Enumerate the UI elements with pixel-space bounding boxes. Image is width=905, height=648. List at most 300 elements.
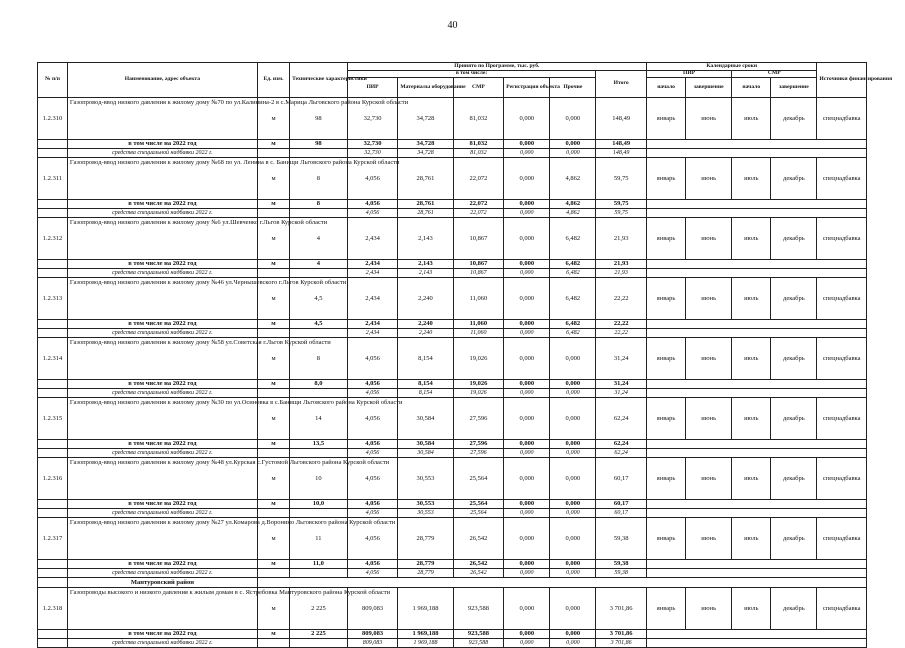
registration-cell: 0,000 xyxy=(504,389,550,398)
special-fund-label: средства специальной надбавки 2022 г. xyxy=(67,209,257,218)
materials-cell: 8,154 xyxy=(398,380,453,389)
smr-end-cell: декабрь xyxy=(771,588,817,630)
item-number: 1.2.318 xyxy=(38,588,68,630)
total-cell: 59,75 xyxy=(596,158,647,200)
smr-cell: 11,060 xyxy=(453,329,504,338)
smr-cell: 81,032 xyxy=(453,98,504,140)
region-empty xyxy=(257,578,866,588)
unit-cell: м xyxy=(257,588,289,630)
other-cell: 0,000 xyxy=(550,338,596,380)
object-name: Газопроводы высокого и низкого давления к жилым домам в с. Ястребовка Мантуровского района Курской области xyxy=(67,588,257,630)
registration-cell: 0,000 xyxy=(504,278,550,320)
object-name: Газопровод-ввод низкого давления к жилому дому №6 ул.Шевченко г.Льгов Курской области xyxy=(67,218,257,260)
other-cell: 0,000 xyxy=(550,630,596,639)
pir-cell: 4,056 xyxy=(347,338,398,380)
header-cal-pir: ПИР xyxy=(647,71,732,78)
source-cell: спецнадбавка xyxy=(817,588,867,630)
other-cell: 0,000 xyxy=(550,98,596,140)
pir-end-cell: июнь xyxy=(686,278,732,320)
special-fund-row xyxy=(38,389,867,398)
total-cell: 59,75 xyxy=(596,209,647,218)
special-fund-label: средства специальной надбавки 2022 г. xyxy=(67,449,257,458)
materials-cell: 28,779 xyxy=(398,560,453,569)
other-cell: 0,000 xyxy=(550,569,596,578)
materials-cell: 28,761 xyxy=(398,158,453,200)
table-row xyxy=(38,398,867,440)
other-cell: 0,000 xyxy=(550,509,596,518)
empty-cell xyxy=(38,578,68,588)
calendar-empty xyxy=(647,380,867,389)
smr-cell: 27,596 xyxy=(453,440,504,449)
materials-cell: 28,779 xyxy=(398,518,453,560)
smr-cell: 10,867 xyxy=(453,260,504,269)
tech-empty xyxy=(290,329,348,338)
object-name: Газопровод-ввод низкого давления к жилому дому №46 ул.Чернышевского г.Льгов Курской области xyxy=(67,278,257,320)
subtotal-label: в том числе на 2022 год xyxy=(67,500,257,509)
other-cell: 6,482 xyxy=(550,320,596,329)
calendar-empty xyxy=(647,320,867,329)
unit-empty xyxy=(257,569,289,578)
smr-cell: 81,032 xyxy=(453,140,504,149)
table-row xyxy=(38,588,867,630)
header-total: Итого xyxy=(596,71,647,98)
registration-cell: 0,000 xyxy=(504,500,550,509)
subtotal-row xyxy=(38,260,867,269)
pir-start-cell: январь xyxy=(647,338,686,380)
unit-cell: м xyxy=(257,338,289,380)
item-number: 1.2.314 xyxy=(38,338,68,380)
materials-cell: 2,240 xyxy=(398,329,453,338)
tech-cell: 4,5 xyxy=(290,320,348,329)
unit-cell: м xyxy=(257,630,289,639)
pir-start-cell: январь xyxy=(647,458,686,500)
header-unit: Ед. изм. xyxy=(257,63,289,98)
pir-cell: 2,434 xyxy=(347,269,398,278)
smr-start-cell: июль xyxy=(732,518,771,560)
header-program: Принято по Программе, тыс. руб. xyxy=(347,63,646,71)
calendar-empty xyxy=(647,569,867,578)
subtotal-row xyxy=(38,140,867,149)
materials-cell: 30,584 xyxy=(398,440,453,449)
header-pir: ПИР xyxy=(347,78,398,98)
unit-cell: м xyxy=(257,320,289,329)
empty-cell xyxy=(38,500,68,509)
pir-cell: 2,434 xyxy=(347,218,398,260)
calendar-empty xyxy=(647,149,867,158)
header-calendar: Календарные сроки xyxy=(647,63,817,71)
special-fund-label: средства специальной надбавки 2022 г. xyxy=(67,389,257,398)
other-cell: 0,000 xyxy=(550,500,596,509)
source-cell: спецнадбавка xyxy=(817,338,867,380)
item-number: 1.2.311 xyxy=(38,158,68,200)
pir-cell: 2,434 xyxy=(347,278,398,320)
subtotal-label: в том числе на 2022 год xyxy=(67,560,257,569)
smr-end-cell: декабрь xyxy=(771,98,817,140)
item-number: 1.2.312 xyxy=(38,218,68,260)
pir-start-cell: январь xyxy=(647,158,686,200)
tech-cell: 4 xyxy=(290,218,348,260)
special-fund-row xyxy=(38,449,867,458)
empty-cell xyxy=(38,380,68,389)
materials-cell: 30,584 xyxy=(398,398,453,440)
materials-cell: 30,584 xyxy=(398,449,453,458)
total-cell: 22,22 xyxy=(596,329,647,338)
smr-start-cell: июль xyxy=(732,398,771,440)
smr-cell: 27,596 xyxy=(453,398,504,440)
materials-cell: 28,761 xyxy=(398,200,453,209)
special-fund-row xyxy=(38,149,867,158)
other-cell: 0,000 xyxy=(550,518,596,560)
smr-cell: 19,026 xyxy=(453,380,504,389)
smr-cell: 10,867 xyxy=(453,218,504,260)
tech-cell: 13,5 xyxy=(290,440,348,449)
pir-cell: 4,056 xyxy=(347,458,398,500)
unit-cell: м xyxy=(257,440,289,449)
pir-cell: 32,730 xyxy=(347,140,398,149)
calendar-empty xyxy=(647,560,867,569)
subtotal-row xyxy=(38,200,867,209)
header-other: Прочие xyxy=(550,78,596,98)
special-fund-row xyxy=(38,639,867,648)
smr-cell: 25,564 xyxy=(453,509,504,518)
pir-cell: 4,056 xyxy=(347,518,398,560)
table-body xyxy=(38,98,867,648)
pir-start-cell: январь xyxy=(647,218,686,260)
pir-cell: 2,434 xyxy=(347,329,398,338)
pir-cell: 2,434 xyxy=(347,260,398,269)
other-cell: 4,862 xyxy=(550,209,596,218)
item-number: 1.2.313 xyxy=(38,278,68,320)
total-cell: 21,93 xyxy=(596,269,647,278)
pir-end-cell: июнь xyxy=(686,218,732,260)
smr-cell: 11,060 xyxy=(453,320,504,329)
program-table xyxy=(37,62,893,648)
registration-cell: 0,000 xyxy=(504,518,550,560)
pir-start-cell: январь xyxy=(647,588,686,630)
header-tech: Технические характеристики xyxy=(290,63,348,98)
other-cell: 0,000 xyxy=(550,639,596,648)
empty-cell xyxy=(38,389,68,398)
materials-cell: 1 969,188 xyxy=(398,588,453,630)
registration-cell: 0,000 xyxy=(504,338,550,380)
tech-cell: 8,0 xyxy=(290,380,348,389)
pir-cell: 32,730 xyxy=(347,98,398,140)
subtotal-row xyxy=(38,500,867,509)
empty-cell xyxy=(38,320,68,329)
other-cell: 0,000 xyxy=(550,398,596,440)
smr-end-cell: декабрь xyxy=(771,218,817,260)
tech-cell: 4 xyxy=(290,260,348,269)
item-number: 1.2.317 xyxy=(38,518,68,560)
item-number: 1.2.316 xyxy=(38,458,68,500)
object-name: Газопровод-ввод низкого давления к жилому дому №27 ул.Комарова д.Воронино Льговского района Курской области xyxy=(67,518,257,560)
registration-cell: 0,000 xyxy=(504,158,550,200)
empty-cell xyxy=(38,149,68,158)
materials-cell: 34,728 xyxy=(398,149,453,158)
unit-empty xyxy=(257,269,289,278)
header-pir-start: начало xyxy=(647,78,686,98)
registration-cell: 0,000 xyxy=(504,569,550,578)
empty-cell xyxy=(38,140,68,149)
registration-cell: 0,000 xyxy=(504,630,550,639)
source-cell: спецнадбавка xyxy=(817,458,867,500)
materials-cell: 2,143 xyxy=(398,260,453,269)
region-label: Мантуровский район xyxy=(67,578,257,588)
materials-cell: 30,553 xyxy=(398,500,453,509)
materials-cell: 30,553 xyxy=(398,458,453,500)
registration-cell: 0,000 xyxy=(504,320,550,329)
object-name: Газопровод-ввод низкого давления к жилому дому №68 по ул. Ленина в с. Банищи Льговского района Курской области xyxy=(67,158,257,200)
table-row xyxy=(38,338,867,380)
total-cell: 148,49 xyxy=(596,149,647,158)
registration-cell: 0,000 xyxy=(504,560,550,569)
pir-cell: 4,056 xyxy=(347,380,398,389)
pir-end-cell: июнь xyxy=(686,588,732,630)
materials-cell: 8,154 xyxy=(398,338,453,380)
subtotal-label: в том числе на 2022 год xyxy=(67,260,257,269)
calendar-empty xyxy=(647,500,867,509)
calendar-empty xyxy=(647,440,867,449)
unit-empty xyxy=(257,329,289,338)
unit-empty xyxy=(257,509,289,518)
unit-cell: м xyxy=(257,260,289,269)
source-cell: спецнадбавка xyxy=(817,398,867,440)
calendar-empty xyxy=(647,509,867,518)
materials-cell: 1 969,188 xyxy=(398,630,453,639)
materials-cell: 8,154 xyxy=(398,389,453,398)
total-cell: 31,24 xyxy=(596,389,647,398)
header-smr: СМР xyxy=(453,78,504,98)
table-row xyxy=(38,98,867,140)
tech-empty xyxy=(290,509,348,518)
tech-empty xyxy=(290,149,348,158)
page-number: 40 xyxy=(447,20,458,31)
registration-cell: 0,000 xyxy=(504,269,550,278)
registration-cell: 0,000 xyxy=(504,639,550,648)
empty-cell xyxy=(38,639,68,648)
tech-cell: 4,5 xyxy=(290,278,348,320)
pir-cell: 4,056 xyxy=(347,200,398,209)
object-name: Газопровод-ввод низкого давления к жилому дому №58 ул.Советская г.Льгов Курской области xyxy=(67,338,257,380)
other-cell: 0,000 xyxy=(550,380,596,389)
pir-cell: 809,083 xyxy=(347,630,398,639)
pir-cell: 4,056 xyxy=(347,209,398,218)
pir-end-cell: июнь xyxy=(686,398,732,440)
other-cell: 6,482 xyxy=(550,329,596,338)
region-row xyxy=(38,578,867,588)
registration-cell: 0,000 xyxy=(504,509,550,518)
smr-start-cell: июль xyxy=(732,98,771,140)
materials-cell: 2,240 xyxy=(398,320,453,329)
unit-cell: м xyxy=(257,158,289,200)
registration-cell: 0,000 xyxy=(504,449,550,458)
tech-cell: 8 xyxy=(290,200,348,209)
smr-cell: 26,542 xyxy=(453,560,504,569)
registration-cell: 0,000 xyxy=(504,218,550,260)
total-cell: 22,22 xyxy=(596,320,647,329)
tech-cell: 8 xyxy=(290,158,348,200)
table-row xyxy=(38,518,867,560)
total-cell: 3 701,86 xyxy=(596,639,647,648)
unit-cell: м xyxy=(257,500,289,509)
materials-cell: 34,728 xyxy=(398,98,453,140)
materials-cell: 28,779 xyxy=(398,569,453,578)
registration-cell: 0,000 xyxy=(504,140,550,149)
unit-empty xyxy=(257,389,289,398)
empty-cell xyxy=(38,509,68,518)
registration-cell: 0,000 xyxy=(504,260,550,269)
registration-cell: 0,000 xyxy=(504,380,550,389)
source-cell: спецнадбавка xyxy=(817,218,867,260)
smr-start-cell: июль xyxy=(732,218,771,260)
empty-cell xyxy=(38,200,68,209)
other-cell: 4,862 xyxy=(550,200,596,209)
pir-cell: 4,056 xyxy=(347,158,398,200)
pir-cell: 809,083 xyxy=(347,588,398,630)
unit-cell: м xyxy=(257,380,289,389)
total-cell: 60,17 xyxy=(596,458,647,500)
empty-cell xyxy=(38,329,68,338)
object-name: Газопровод-ввод низкого давления к жилому дому №70 по ул.Калинина-2 в с.Марица Льговского района Курской области xyxy=(67,98,257,140)
subtotal-row xyxy=(38,440,867,449)
header-num: № п/п xyxy=(38,63,68,98)
pir-start-cell: январь xyxy=(647,98,686,140)
total-cell: 59,38 xyxy=(596,518,647,560)
other-cell: 6,482 xyxy=(550,269,596,278)
unit-empty xyxy=(257,449,289,458)
tech-cell: 14 xyxy=(290,398,348,440)
smr-cell: 22,072 xyxy=(453,158,504,200)
other-cell: 6,482 xyxy=(550,218,596,260)
subtotal-row xyxy=(38,630,867,639)
other-cell: 0,000 xyxy=(550,588,596,630)
subtotal-label: в том числе на 2022 год xyxy=(67,630,257,639)
empty-cell xyxy=(38,260,68,269)
table-row xyxy=(38,218,867,260)
total-cell: 21,93 xyxy=(596,218,647,260)
pir-cell: 4,056 xyxy=(347,569,398,578)
source-cell: спецнадбавка xyxy=(817,518,867,560)
pir-end-cell: июнь xyxy=(686,458,732,500)
other-cell: 6,482 xyxy=(550,260,596,269)
subtotal-label: в том числе на 2022 год xyxy=(67,380,257,389)
materials-cell: 2,143 xyxy=(398,218,453,260)
header-cal-smr: СМР xyxy=(732,71,817,78)
calendar-empty xyxy=(647,269,867,278)
registration-cell: 0,000 xyxy=(504,329,550,338)
registration-cell: 0,000 xyxy=(504,149,550,158)
header-incl: в том числе: xyxy=(347,71,596,78)
pir-cell: 4,056 xyxy=(347,560,398,569)
object-name: Газопровод-ввод низкого давления к жилому дому №48 ул.Курская с.Густомой Льговского района Курской области xyxy=(67,458,257,500)
total-cell: 62,24 xyxy=(596,449,647,458)
subtotal-label: в том числе на 2022 год xyxy=(67,140,257,149)
smr-cell: 10,867 xyxy=(453,269,504,278)
total-cell: 148,49 xyxy=(596,98,647,140)
other-cell: 6,482 xyxy=(550,278,596,320)
other-cell: 0,000 xyxy=(550,440,596,449)
other-cell: 0,000 xyxy=(550,449,596,458)
empty-cell xyxy=(38,569,68,578)
tech-empty xyxy=(290,389,348,398)
smr-cell: 25,564 xyxy=(453,500,504,509)
total-cell: 3 701,86 xyxy=(596,588,647,630)
calendar-empty xyxy=(647,209,867,218)
total-cell: 3 701,86 xyxy=(596,630,647,639)
smr-cell: 25,564 xyxy=(453,458,504,500)
materials-cell: 2,240 xyxy=(398,278,453,320)
smr-end-cell: декабрь xyxy=(771,278,817,320)
smr-cell: 26,542 xyxy=(453,569,504,578)
calendar-empty xyxy=(647,260,867,269)
smr-end-cell: декабрь xyxy=(771,158,817,200)
empty-cell xyxy=(38,269,68,278)
tech-cell: 2 225 xyxy=(290,588,348,630)
smr-end-cell: декабрь xyxy=(771,338,817,380)
subtotal-label: в том числе на 2022 год xyxy=(67,440,257,449)
smr-end-cell: декабрь xyxy=(771,398,817,440)
header-smr-start: начало xyxy=(732,78,771,98)
pir-cell: 4,056 xyxy=(347,398,398,440)
header-pir-end: завершение xyxy=(686,78,732,98)
subtotal-label: в том числе на 2022 год xyxy=(67,200,257,209)
header-source: Источники финансирования xyxy=(817,63,867,98)
smr-start-cell: июль xyxy=(732,158,771,200)
total-cell: 21,93 xyxy=(596,260,647,269)
materials-cell: 30,553 xyxy=(398,509,453,518)
calendar-empty xyxy=(647,389,867,398)
table-row xyxy=(38,158,867,200)
pir-end-cell: июнь xyxy=(686,338,732,380)
special-fund-row xyxy=(38,569,867,578)
tech-cell: 10 xyxy=(290,458,348,500)
other-cell: 4,862 xyxy=(550,158,596,200)
tech-cell: 11,0 xyxy=(290,560,348,569)
header-name: Наименование, адрес объекта xyxy=(67,63,257,98)
smr-start-cell: июль xyxy=(732,278,771,320)
unit-cell: м xyxy=(257,98,289,140)
smr-cell: 27,596 xyxy=(453,449,504,458)
special-fund-label: средства специальной надбавки 2022 г. xyxy=(67,569,257,578)
unit-cell: м xyxy=(257,398,289,440)
special-fund-label: средства специальной надбавки 2022 г. xyxy=(67,329,257,338)
smr-cell: 22,072 xyxy=(453,209,504,218)
special-fund-row xyxy=(38,269,867,278)
smr-cell: 923,588 xyxy=(453,588,504,630)
tech-empty xyxy=(290,569,348,578)
special-fund-label: средства специальной надбавки 2022 г. xyxy=(67,639,257,648)
unit-cell: м xyxy=(257,278,289,320)
pir-cell: 4,056 xyxy=(347,440,398,449)
special-fund-row xyxy=(38,509,867,518)
pir-end-cell: июнь xyxy=(686,158,732,200)
other-cell: 0,000 xyxy=(550,389,596,398)
unit-cell: м xyxy=(257,560,289,569)
source-cell: спецнадбавка xyxy=(817,158,867,200)
other-cell: 0,000 xyxy=(550,560,596,569)
unit-cell: м xyxy=(257,518,289,560)
total-cell: 62,24 xyxy=(596,440,647,449)
smr-end-cell: декабрь xyxy=(771,518,817,560)
tech-empty xyxy=(290,449,348,458)
other-cell: 0,000 xyxy=(550,149,596,158)
empty-cell xyxy=(38,209,68,218)
special-fund-row xyxy=(38,209,867,218)
pir-start-cell: январь xyxy=(647,398,686,440)
pir-end-cell: июнь xyxy=(686,518,732,560)
smr-cell: 26,542 xyxy=(453,518,504,560)
pir-cell: 32,730 xyxy=(347,149,398,158)
